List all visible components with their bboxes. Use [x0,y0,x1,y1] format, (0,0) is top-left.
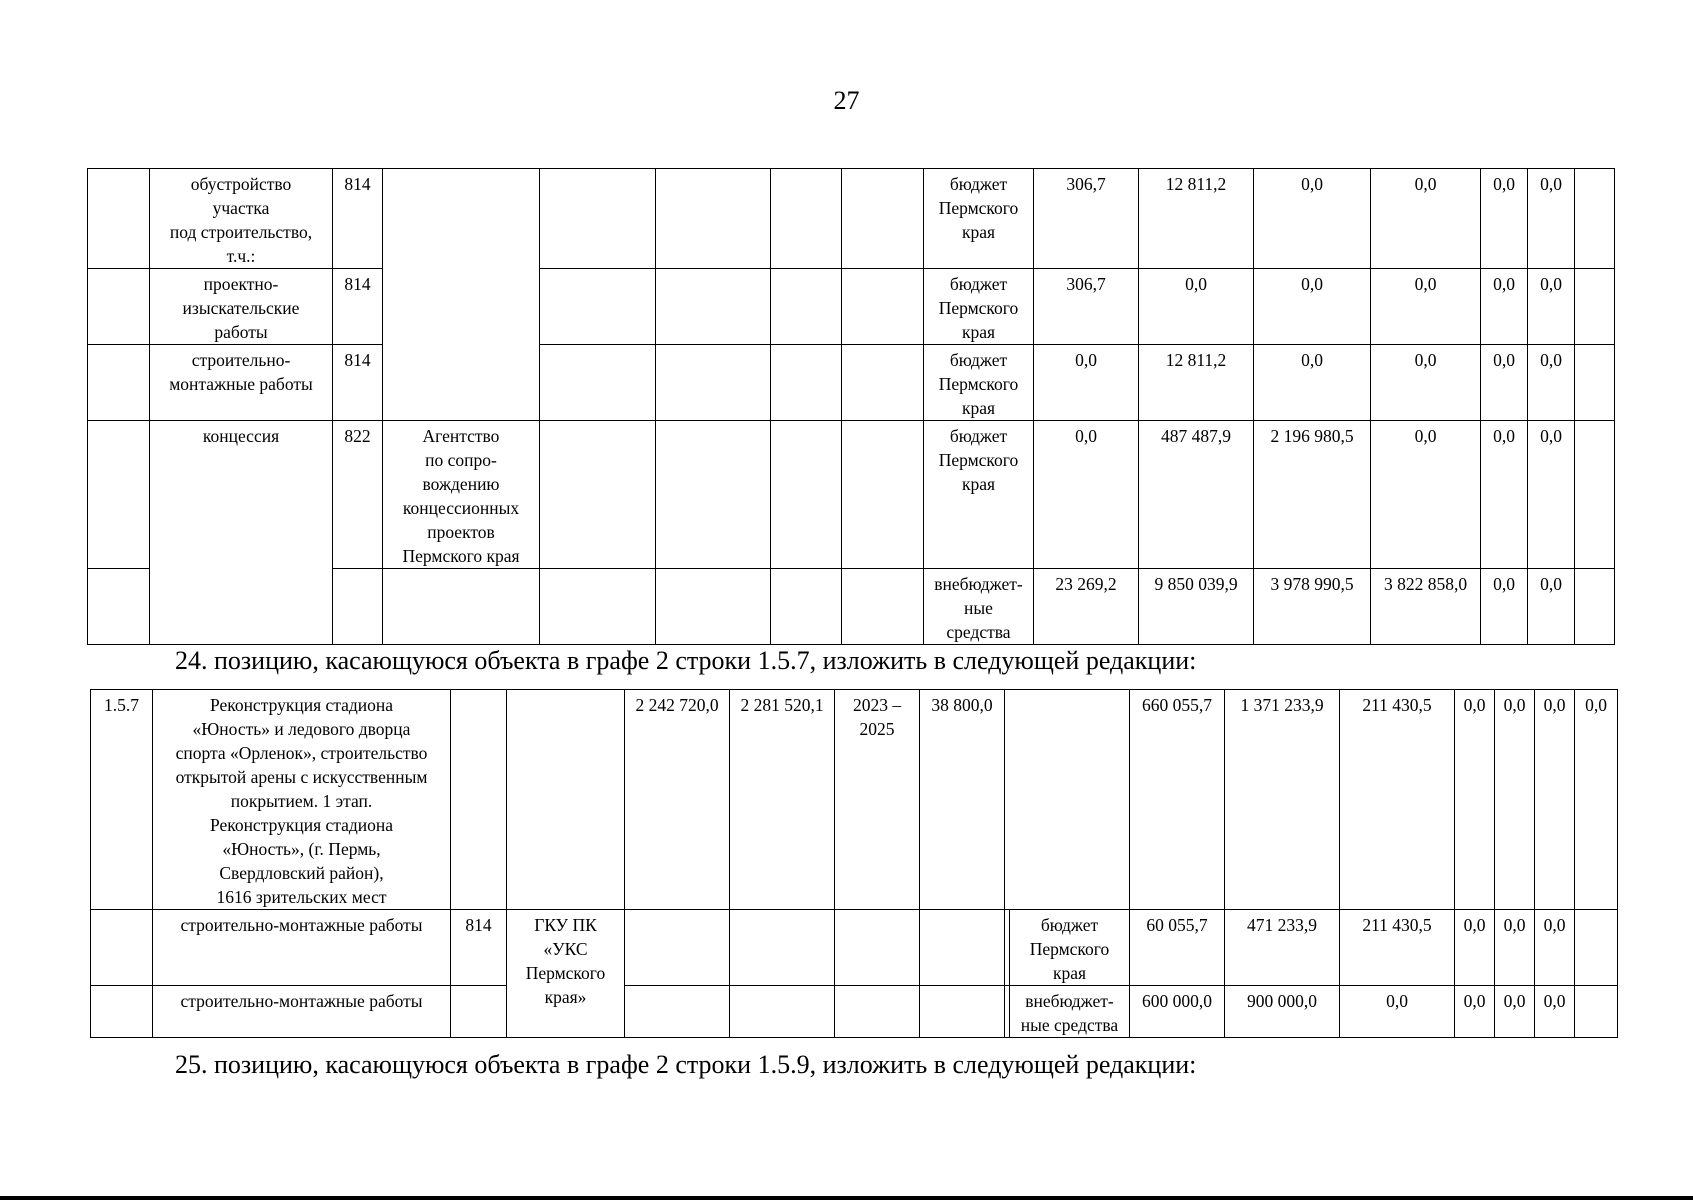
table-cell: 0,0 [1034,421,1139,569]
table-cell [1575,910,1618,986]
table-cell [656,421,771,569]
table-cell [540,421,656,569]
table-cell: 0,0 [1495,910,1535,986]
table-cell [1575,345,1615,421]
table-cell: 12 811,2 [1139,345,1254,421]
paragraph-25: 25. позицию, касающуюся объекта в графе 2 строки 1.5.9, изложить в следующей редакции: [175,1050,1197,1079]
table-cell: бюджет Пермского края [924,421,1034,569]
table-cell: 0,0 [1371,421,1481,569]
table-cell: 306,7 [1034,269,1139,345]
table-cell: 9 850 039,9 [1139,569,1254,645]
table-cell: 814 [333,169,383,269]
table-cell: бюджет Пермского края [924,345,1034,421]
table-cell: 60 055,7 [1130,910,1225,986]
table-cell: 814 [333,345,383,421]
table-cell [88,421,150,569]
table-row [91,986,1618,1038]
table-cell [1575,269,1615,345]
table-cell: 0,0 [1481,345,1528,421]
table-cell: бюджет Пермского края [1010,910,1130,986]
table-cell: 814 [451,910,507,986]
table-cell: 0,0 [1034,345,1139,421]
table-cell: 0,0 [1371,169,1481,269]
table-cell [842,269,924,345]
table-cell: 2 281 520,1 [730,690,835,910]
table-cell [1575,169,1615,269]
table-cell: 12 811,2 [1139,169,1254,269]
table-cell: 0,0 [1455,690,1495,910]
table-cell [1005,690,1130,910]
table-cell [656,345,771,421]
table-cell: 0,0 [1528,269,1575,345]
table-cell: 600 000,0 [1130,986,1225,1038]
table-cell: 2023 – 2025 [835,690,920,910]
table-cell [842,569,924,645]
table-cell [656,569,771,645]
table-cell: строительно-монтажные работы [153,986,451,1038]
table-cell: 38 800,0 [920,690,1005,910]
table-cell [1575,421,1615,569]
table-cell: 0,0 [1535,690,1575,910]
table-cell: бюджет Пермского края [924,169,1034,269]
table-cell: 0,0 [1528,345,1575,421]
table-cell: 0,0 [1340,986,1455,1038]
table-row [88,269,1615,345]
table-cell [88,269,150,345]
table-cell: 1.5.7 [91,690,153,910]
table-cell: 306,7 [1034,169,1139,269]
table-cell: 0,0 [1254,345,1371,421]
table-row [88,345,1615,421]
table-cell: 0,0 [1139,269,1254,345]
table-cell [625,986,730,1038]
table-cell [656,169,771,269]
table-cell [771,421,842,569]
table-cell [333,569,383,645]
table-cell [383,569,540,645]
table-cell: 211 430,5 [1340,690,1455,910]
table-cell: 2 242 720,0 [625,690,730,910]
table-cell [91,986,153,1038]
table-cell: ГКУ ПК «УКС Пермского края» [507,910,625,1038]
table-cell: 0,0 [1481,269,1528,345]
table-cell: 0,0 [1495,986,1535,1038]
table-cell: обустройство участка под строительство, т.ч.: [150,169,333,269]
budget-table-continuation [87,168,1615,645]
table-cell [540,345,656,421]
page-number: 27 [833,86,860,115]
table-cell [540,269,656,345]
table-cell [730,986,835,1038]
table-cell: 0,0 [1535,986,1575,1038]
table-cell [771,169,842,269]
table-cell [771,345,842,421]
table-cell: 0,0 [1371,345,1481,421]
paragraph-24: 24. позицию, касающуюся объекта в графе 2 строки 1.5.7, изложить в следующей редакции: [175,646,1197,675]
table-cell [88,169,150,269]
table-cell: строительно- монтажные работы [150,345,333,421]
table-cell: концессия [150,421,333,645]
table-cell: Агентство по сопро- вождению концессионных проектов Пермского края [383,421,540,569]
table-cell: 0,0 [1254,169,1371,269]
table-cell: 2 196 980,5 [1254,421,1371,569]
table-cell: бюджет Пермского края [924,269,1034,345]
scan-edge-divider [0,1196,1693,1200]
table-cell: 0,0 [1455,910,1495,986]
table-cell [451,690,507,910]
table-cell: 0,0 [1455,986,1495,1038]
table-cell [540,569,656,645]
table-cell: 3 822 858,0 [1371,569,1481,645]
table-cell [835,986,920,1038]
table-cell: 0,0 [1575,690,1618,910]
table-cell [383,169,540,421]
table-cell: 0,0 [1528,569,1575,645]
table-cell [625,910,730,986]
table-cell: 660 055,7 [1130,690,1225,910]
table-cell [835,910,920,986]
table-cell: внебюджет- ные средства [1010,986,1130,1038]
table-cell [1575,569,1615,645]
table-row [88,421,1615,569]
table-cell: 3 978 990,5 [1254,569,1371,645]
budget-table-object-1-5-7 [90,689,1618,1038]
table-cell [730,910,835,986]
table-cell [540,169,656,269]
table-cell [920,986,1005,1038]
table-row [91,910,1618,986]
table-cell: 0,0 [1495,690,1535,910]
table-cell: Реконструкция стадиона «Юность» и ледового дворца спорта «Орленок», строительство открытой арены с искусственным покрытием. 1 этап. Реконструкция стадиона «Юность», (г. Пермь, Свердловский район), 1616 зрительских мест [153,690,451,910]
table-row [91,690,1618,910]
table-cell [842,421,924,569]
table-cell [88,345,150,421]
table-cell: 1 371 233,9 [1225,690,1340,910]
table-cell: внебюджет- ные средства [924,569,1034,645]
table-cell: 0,0 [1371,269,1481,345]
table-cell: 0,0 [1481,569,1528,645]
table-cell: строительно-монтажные работы [153,910,451,986]
table-row [88,169,1615,269]
table-cell [507,690,625,910]
table-cell [656,269,771,345]
table-cell: 0,0 [1254,269,1371,345]
table-cell [91,910,153,986]
table-cell: 822 [333,421,383,569]
table-cell: 900 000,0 [1225,986,1340,1038]
table-cell: 0,0 [1481,421,1528,569]
table-cell [842,345,924,421]
table-cell [771,569,842,645]
table-cell: 23 269,2 [1034,569,1139,645]
table-cell [88,569,150,645]
table-cell: 211 430,5 [1340,910,1455,986]
table-cell [920,910,1005,986]
table-cell: 0,0 [1535,910,1575,986]
table-cell [1575,986,1618,1038]
table-cell: 0,0 [1528,169,1575,269]
table-cell: 0,0 [1528,421,1575,569]
table-cell: проектно- изыскательские работы [150,269,333,345]
table-cell: 814 [333,269,383,345]
table-cell [771,269,842,345]
table-cell: 487 487,9 [1139,421,1254,569]
table-cell: 471 233,9 [1225,910,1340,986]
table-cell [451,986,507,1038]
table-cell: 0,0 [1481,169,1528,269]
table-cell [842,169,924,269]
